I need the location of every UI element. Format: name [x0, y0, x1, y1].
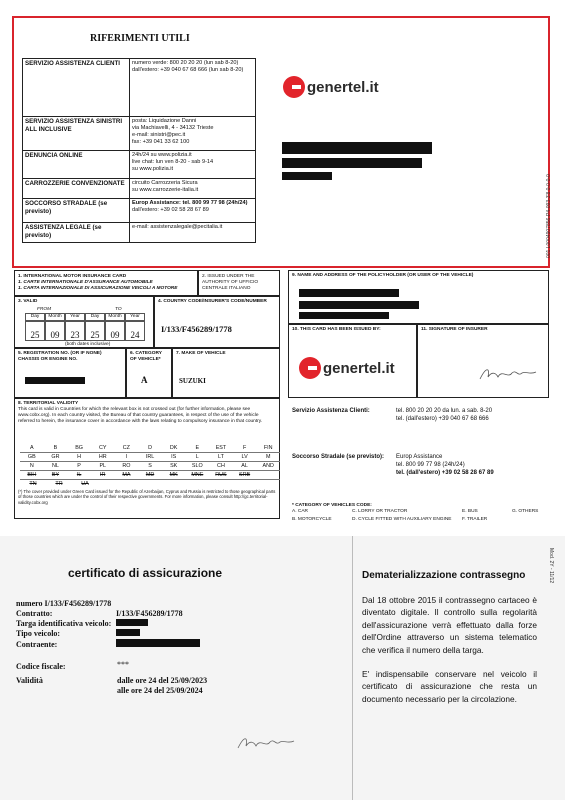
category-value: A [141, 375, 148, 385]
codice-value: *** [117, 660, 129, 669]
date-values: 25 09 23 25 09 24 [25, 321, 145, 341]
row-label: CARROZZERIE CONVENZIONATE [23, 179, 130, 199]
row-label: SERVIZIO ASSISTENZA SINISTRI ALL INCLUSIVE [23, 117, 130, 151]
country-row: A B BG CY CZ D DK E EST F FIN [20, 444, 280, 453]
signature-icon [236, 732, 296, 754]
to-label: TO [115, 307, 122, 312]
territorial-label: 8. TERRITORIAL VALIDITY [18, 401, 79, 406]
service-label: Servizio Assistenza Clienti: [292, 408, 370, 414]
brand-mark-icon [299, 357, 321, 379]
validita-dates: dalle ore 24 del 25/09/2023 alle ore 24 del 25/09/2024 [117, 676, 208, 696]
row-value: 24h/24 su www.polizia.it live chat: lun ven 8-20 - sab 9-14 su www.polizia.it [130, 151, 256, 179]
table-row: Targa identificativa veicolo: [16, 619, 200, 629]
redacted-address [299, 301, 419, 309]
row-label: SERVIZIO ASSISTENZA CLIENTI [23, 59, 130, 117]
table-row [23, 199, 256, 223]
row-label: SOCCORSO STRADALE (se previsto) [23, 199, 130, 223]
signature-icon [478, 363, 538, 385]
table-row: Tipo veicolo: [16, 629, 200, 639]
territorial-text: This card is valid in Countries for which the relevant box is not crossed out (for further information, please see www.cobx.org). In each country visited, the Bureau of that country guarantees, in respect of the use of the vehicle referred to herein, the insurance cover in accordance with the laws relating to compulsory insurance in that country. [18, 406, 263, 424]
row-label: ASSISTENZA LEGALE (se previsto) [23, 223, 130, 243]
row-value: e-mail: assistenzalegale@pecitalia.it [130, 223, 256, 243]
brand-name: genertel.it [307, 78, 379, 96]
side-code: 001 L0004907856-P4-093-3'8 0-0-0-0 [546, 174, 552, 258]
table-row [23, 223, 256, 243]
policyholder-label: 9. NAME AND ADDRESS OF THE POLICYHOLDER (OR USER OF THE VEHICLE) [292, 273, 474, 278]
reference-table [22, 58, 256, 243]
service-lines: tel. 800 20 20 20 da lun. a sab. 8-20 tel. (dall'estero) +39 040 67 68 666 [396, 408, 493, 422]
issuer-box [288, 324, 417, 398]
territorial-footnote: (*) The cover provided under Green Card issued for the Republic of Azerbaijan, Cyprus and Russia is restricted to those geographical parts of those countries which are under the control of their respective governments. For more information, please consult http://gc.territorial-validity.cobx.org [18, 489, 276, 505]
country-row-excluded: TN TR UA [29, 481, 89, 487]
insurer-code-box [154, 296, 280, 348]
valid-label: 3. VALID [18, 299, 38, 304]
registration-box [14, 348, 126, 398]
issuer-logo: genertel.it [299, 357, 395, 379]
registration-label: 5. REGISTRATION NO. (OR IF NONE) CHASSIS OR ENGINE NO. [18, 351, 102, 362]
card-title-box: 1. INTERNATIONAL MOTOR INSURANCE CARD 1. CARTE INTERNATIONALE D'ASSURANCE AUTOMOBILE 1. CARTA INTERNAZIONALE DI ASSICURAZIONE VEICOLI A MOTORE [14, 270, 198, 296]
table-row: Contratto: I/133/F456289/1778 [16, 609, 183, 618]
make-label: 7. MAKE OF VEHICLE [176, 351, 226, 356]
codice-label: Codice fiscale: [16, 662, 66, 671]
validity-box [14, 296, 154, 348]
brand-logo [283, 76, 379, 98]
redacted-address [299, 312, 389, 319]
redacted-plate [25, 377, 85, 384]
table-row [23, 179, 256, 199]
signature-box [417, 324, 549, 398]
reference-title: RIFERIMENTI UTILI [90, 33, 190, 44]
category-label: 6. CATEGORY OF VEHICLE* [130, 351, 162, 362]
table-row [23, 151, 256, 179]
issuer-label: 10. THIS CARD HAS BEEN ISSUED BY: [292, 327, 381, 332]
issuing-authority-box: 2. ISSUED UNDER THE AUTHORITY OF UFFICIO CENTRALE ITALIANO [198, 270, 280, 296]
insurer-code-label: 4. COUNTRY CODE/INSURER'S CODE/NUMBER [158, 299, 267, 304]
certificate-details [16, 609, 200, 650]
table-row [23, 117, 256, 151]
redacted-address [282, 158, 422, 168]
table-row: Contraente: [16, 639, 200, 650]
country-row: N NL P PL RO S SK SLO CH AL AND [20, 462, 280, 471]
date-headers: Day Month Year Day Month Year [25, 313, 145, 321]
row-value: numero verde: 800 20 20 20 (lun sab 8-20) dall'estero: +39 040 67 68 666 (lun sab 8-20) [130, 59, 256, 117]
signature-label: 11. SIGNATURE OF INSURER [421, 327, 488, 332]
row-value: circuito Carrozzeria Sicura su www.carrozzerie-italia.it [130, 179, 256, 199]
section-divider [352, 536, 353, 800]
form-code: Mod. 2Y - 11/12 [548, 548, 554, 584]
category-box [126, 348, 172, 398]
row-value: Europ Assistance: tel. 800 99 77 98 (24h/24) dall'estero: +39 02 58 28 67 89 [130, 199, 256, 223]
country-row: GB GR H HR I IRL IS L LT LV M [20, 453, 280, 462]
row-value: posta: Liquidazione Danni via Machiavelli, 4 - 34132 Trieste e-mail: sinistri@pec.it fax: +39 041 33 62 100 [130, 117, 256, 151]
redacted-address [282, 172, 332, 180]
road-lines: Europ Assistance tel. 800 99 77 98 (24h/24) tel. (dall'estero) +39 02 58 28 67 89 [396, 454, 494, 476]
from-label: FROM [37, 307, 52, 312]
dematerial-paragraph: E' indispensabile conservare nel veicolo il certificato di assicurazione che resta un documento necessario per la circolazione. [362, 669, 537, 704]
make-value: SUZUKI [179, 377, 206, 385]
dematerial-paragraph: Dal 18 ottobre 2015 il contrassegno cartaceo è diventato digitale. Il controllo sulla regolarità dell'assicurazione verrà effettuato dalla forze dell'Ordine attraverso un sistema telematico che verifica il numero della targa. [362, 595, 537, 655]
certificate-title: certificato di assicurazione [68, 566, 223, 580]
row-label: DENUNCIA ONLINE [23, 151, 130, 179]
country-row-excluded: BIH BY IL IR MA MD MK MNE RUS SRB [20, 471, 280, 480]
green-card [14, 270, 549, 525]
redacted-name [299, 289, 399, 297]
redacted-address [282, 142, 432, 154]
insurer-code-value: I/133/F456289/1778 [161, 324, 232, 334]
validita-label: Validità [16, 676, 43, 685]
road-label: Soccorso Stradale (se previsto): [292, 454, 385, 460]
policyholder-box [288, 270, 549, 324]
dematerial-title: Dematerializzazione contrassegno [362, 570, 526, 581]
both-dates-note: (both dates inclusive) [65, 342, 111, 347]
brand-mark-icon [283, 76, 305, 98]
country-grid [20, 444, 280, 488]
table-row [23, 59, 256, 117]
certificate-number: numero I/133/F456289/1778 [16, 599, 112, 608]
vehicle-category-codes: * CATEGORY OF VEHICLES CODE: A. CAR C. LORRY OR TRACTOR E. BUS G. OTHERS B. MOTORCYCLE D. CYCLE FITTED WITH AUXILIARY ENGINE F. TRAILER [292, 503, 539, 522]
make-box [172, 348, 280, 398]
